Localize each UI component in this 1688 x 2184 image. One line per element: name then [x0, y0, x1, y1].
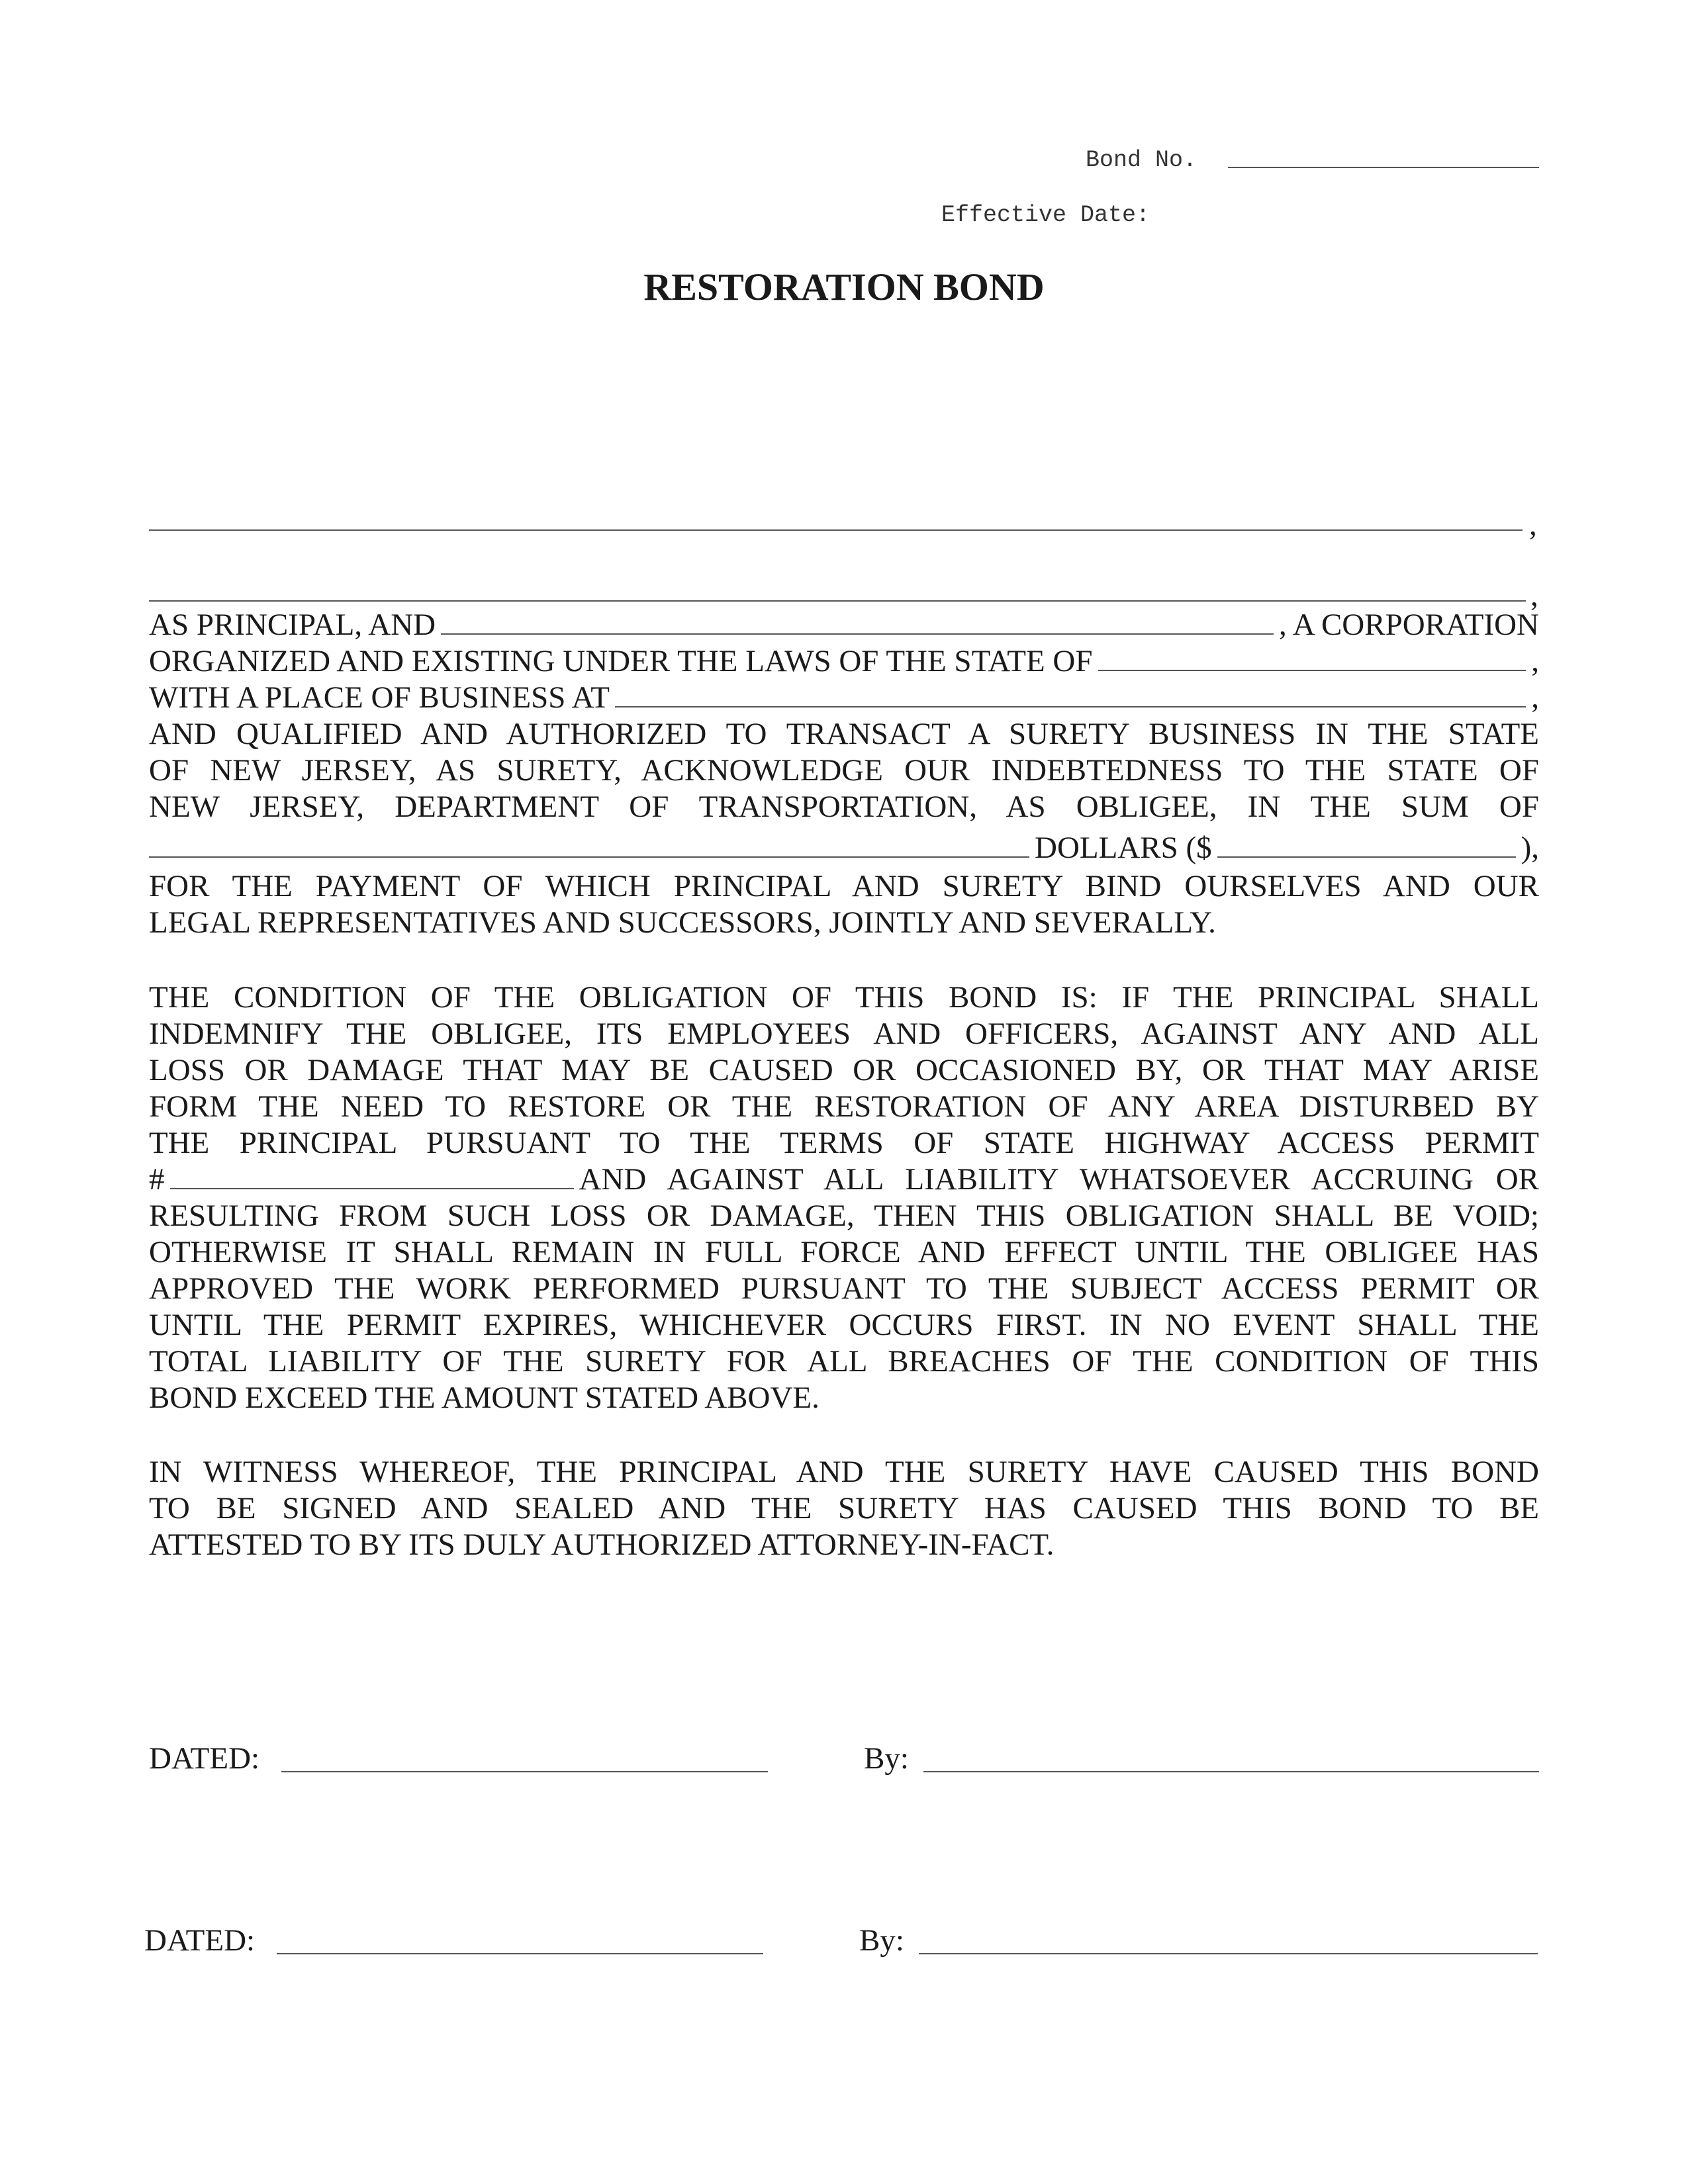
dated-field-1[interactable]: [281, 1771, 768, 1772]
para1-line6: NEW JERSEY, DEPARTMENT OF TRANSPORTATION, AS OBLIGEE, IN THE SUM OF: [149, 790, 1539, 824]
para2-line2: INDEMNIFY THE OBLIGEE, ITS EMPLOYEES AND OFFICERS, AGAINST ANY AND ALL: [149, 1017, 1539, 1051]
close-paren-text: ),: [1521, 831, 1539, 865]
place-of-business-text: WITH A PLACE OF BUSINESS AT: [149, 680, 610, 715]
para2-line11: TOTAL LIABILITY OF THE SURETY FOR ALL BREACHES OF THE CONDITION OF THIS: [149, 1344, 1539, 1379]
para1-line5: OF NEW JERSEY, AS SURETY, ACKNOWLEDGE OUR INDEBTEDNESS TO THE STATE OF: [149, 753, 1539, 788]
signature-field-2[interactable]: [919, 1953, 1538, 1954]
para2-line8: OTHERWISE IT SHALL REMAIN IN FULL FORCE AND EFFECT UNTIL THE OBLIGEE HAS: [149, 1235, 1539, 1269]
para2-line10: UNTIL THE PERMIT EXPIRES, WHICHEVER OCCURS FIRST. IN NO EVENT SHALL THE: [149, 1308, 1539, 1342]
effective-date-label: Effective Date:: [941, 202, 1150, 228]
dated-field-2[interactable]: [277, 1953, 763, 1954]
comma-text: ,: [1531, 680, 1539, 715]
document-title: RESTORATION BOND: [643, 265, 1045, 308]
surety-name-field[interactable]: [441, 614, 1274, 635]
para2-line12: BOND EXCEED THE AMOUNT STATED ABOVE.: [149, 1381, 820, 1415]
amount-number-field[interactable]: [1217, 837, 1516, 858]
para1-line1: [149, 607, 1539, 643]
corporation-text: , A CORPORATION: [1278, 608, 1539, 642]
blank-line-1-comma: ,: [1529, 508, 1537, 542]
dated-label-1: DATED:: [149, 1741, 260, 1776]
para3-line1: IN WITNESS WHEREOF, THE PRINCIPAL AND THE SURETY HAVE CAUSED THIS BOND: [149, 1455, 1539, 1489]
para1-line7: [149, 830, 1539, 866]
para1-line8: FOR THE PAYMENT OF WHICH PRINCIPAL AND SURETY BIND OURSELVES AND OUR: [149, 869, 1539, 903]
para2-line4: FORM THE NEED TO RESTORE OR THE RESTORATION OF ANY AREA DISTURBED BY: [149, 1089, 1539, 1124]
business-address-field[interactable]: [615, 686, 1526, 707]
para2-line7: RESULTING FROM SUCH LOSS OR DAMAGE, THEN THIS OBLIGATION SHALL BE VOID;: [149, 1199, 1539, 1233]
para2-line6: [149, 1161, 1539, 1198]
amount-words-field[interactable]: [149, 837, 1029, 858]
para2-line1: THE CONDITION OF THE OBLIGATION OF THIS BOND IS: IF THE PRINCIPAL SHALL: [149, 980, 1539, 1015]
by-label-2: By:: [859, 1923, 904, 1958]
dollars-text: DOLLARS ($: [1035, 831, 1212, 865]
para1-line9: LEGAL REPRESENTATIVES AND SUCCESSORS, JOINTLY AND SEVERALLY.: [149, 905, 1216, 940]
dated-label-2: DATED:: [144, 1923, 256, 1958]
comma-text: ,: [1531, 644, 1539, 678]
para2-line3: LOSS OR DAMAGE THAT MAY BE CAUSED OR OCCASIONED BY, OR THAT MAY ARISE: [149, 1053, 1539, 1087]
principal-name-field[interactable]: [149, 529, 1523, 531]
para3-line2: TO BE SIGNED AND SEALED AND THE SURETY HAS CAUSED THIS BOND TO BE: [149, 1491, 1539, 1525]
blank-line-2-comma: ,: [1530, 578, 1538, 613]
bond-no-field[interactable]: [1228, 167, 1539, 168]
para1-line3: [149, 680, 1539, 716]
para1-line2: [149, 643, 1539, 680]
state-field[interactable]: [1098, 650, 1526, 671]
para2-line5: THE PRINCIPAL PURSUANT TO THE TERMS OF STATE HIGHWAY ACCESS PERMIT: [149, 1126, 1539, 1160]
principal-address-field[interactable]: [149, 600, 1526, 602]
against-liability-text: AND AGAINST ALL LIABILITY WHATSOEVER ACCRUING OR: [579, 1162, 1539, 1197]
para3-line3: ATTESTED TO BY ITS DULY AUTHORIZED ATTORNEY-IN-FACT.: [149, 1527, 1055, 1562]
organized-text: ORGANIZED AND EXISTING UNDER THE LAWS OF THE STATE OF: [149, 644, 1093, 678]
bond-no-label: Bond No.: [1086, 147, 1197, 173]
as-principal-text: AS PRINCIPAL, AND: [149, 608, 436, 642]
para1-line4: AND QUALIFIED AND AUTHORIZED TO TRANSACT A SURETY BUSINESS IN THE STATE: [149, 717, 1539, 751]
permit-number-field[interactable]: [170, 1168, 574, 1189]
signature-field-1[interactable]: [923, 1771, 1539, 1772]
by-label-1: By:: [864, 1741, 909, 1776]
para2-line9: APPROVED THE WORK PERFORMED PURSUANT TO THE SUBJECT ACCESS PERMIT OR: [149, 1271, 1539, 1306]
hash-text: #: [149, 1162, 165, 1197]
